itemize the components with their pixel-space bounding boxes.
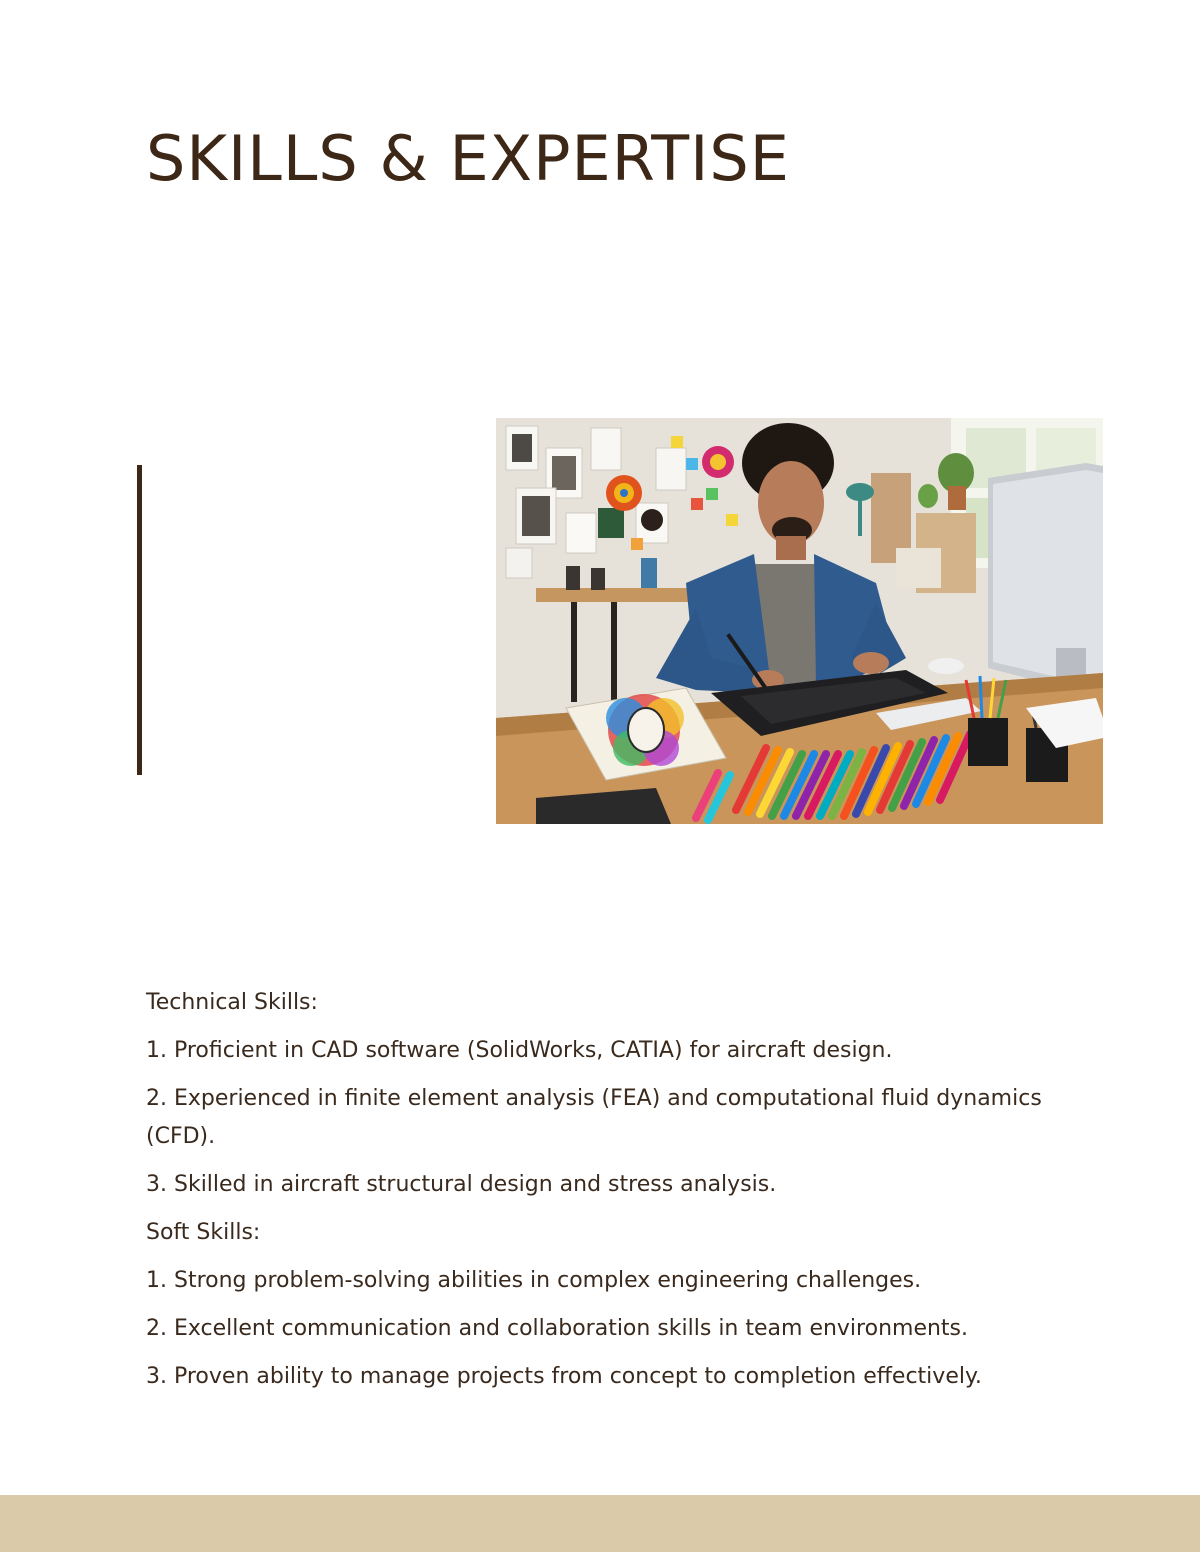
soft-skill-item: 2. Excellent communication and collaboration skills in team environments. [146, 1316, 969, 1341]
accent-bar [137, 465, 142, 775]
technical-skill-item: 3. Skilled in aircraft structural design and stress analysis. [146, 1172, 777, 1197]
skills-text [146, 984, 1106, 1406]
soft-skill-item: 3. Proven ability to manage projects from concept to completion effectively. [146, 1364, 982, 1389]
photo-illustration [496, 418, 1103, 824]
footer-band [0, 1495, 1200, 1552]
designer-at-desk-photo [496, 418, 1103, 824]
technical-skill-item: 2. Experienced in finite element analysis (FEA) and computational fluid dynamics (CFD). [146, 1086, 1042, 1149]
page-title: SKILLS & EXPERTISE [146, 122, 790, 195]
technical-skills-heading: Technical Skills: [146, 990, 318, 1015]
technical-skill-item: 1. Proficient in CAD software (SolidWorks, CATIA) for aircraft design. [146, 1038, 893, 1063]
soft-skill-item: 1. Strong problem-solving abilities in complex engineering challenges. [146, 1268, 922, 1293]
soft-skills-heading: Soft Skills: [146, 1220, 261, 1245]
